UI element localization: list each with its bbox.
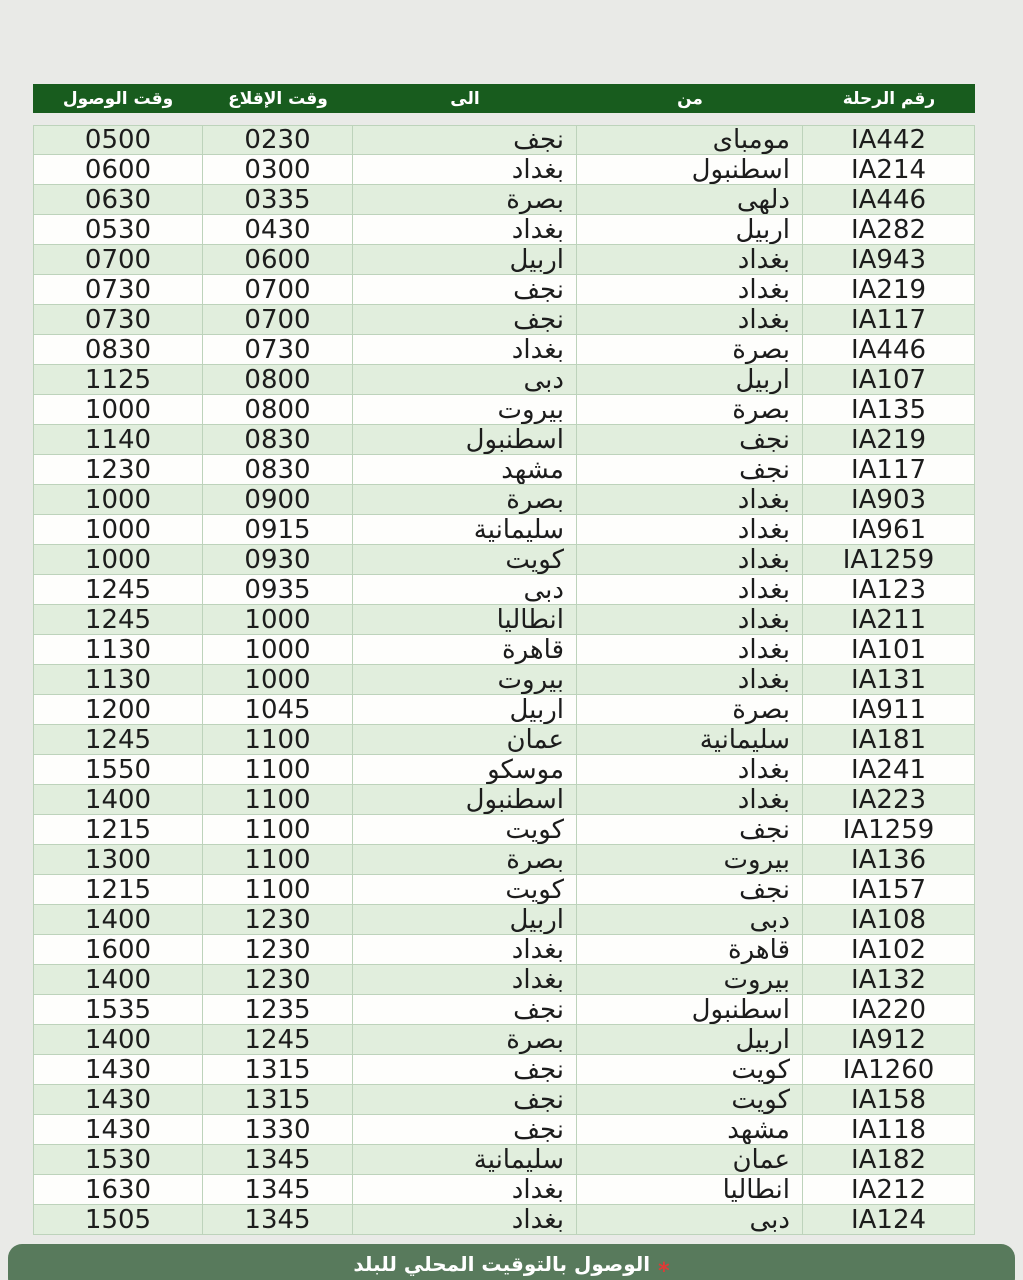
- flight-number-cell: IA241: [803, 755, 975, 784]
- to-city-cell: قاهرة: [353, 635, 577, 664]
- departure-time-cell: 1100: [203, 785, 353, 814]
- flight-number-cell: IA135: [803, 395, 975, 424]
- from-city-cell: اسطنبول: [577, 995, 803, 1024]
- arrival-time-cell: 1550: [33, 755, 203, 784]
- to-city-cell: كويت: [353, 815, 577, 844]
- departure-time-cell: 0230: [203, 126, 353, 154]
- arrival-time-cell: 1300: [33, 845, 203, 874]
- to-city-cell: مشهد: [353, 455, 577, 484]
- from-city-cell: بغداد: [577, 635, 803, 664]
- to-city-cell: بصرة: [353, 1025, 577, 1054]
- table-row: [33, 245, 975, 275]
- flight-number-cell: IA157: [803, 875, 975, 904]
- to-city-cell: بغداد: [353, 935, 577, 964]
- departure-time-cell: 1330: [203, 1115, 353, 1144]
- flight-number-cell: IA282: [803, 215, 975, 244]
- to-city-cell: نجف: [353, 126, 577, 154]
- table-row: [33, 845, 975, 875]
- flight-number-cell: IA961: [803, 515, 975, 544]
- arrival-time-cell: 1000: [33, 395, 203, 424]
- flight-number-cell: IA442: [803, 126, 975, 154]
- table-row: [33, 575, 975, 605]
- departure-time-cell: 1100: [203, 815, 353, 844]
- arrival-time-cell: 1600: [33, 935, 203, 964]
- departure-time-cell: 0300: [203, 155, 353, 184]
- from-city-cell: بغداد: [577, 575, 803, 604]
- header-from: من: [677, 89, 703, 109]
- departure-time-cell: 1315: [203, 1085, 353, 1114]
- from-city-cell: بصرة: [577, 335, 803, 364]
- from-city-cell: نجف: [577, 875, 803, 904]
- from-city-cell: بصرة: [577, 395, 803, 424]
- departure-time-cell: 1345: [203, 1175, 353, 1204]
- departure-time-cell: 0730: [203, 335, 353, 364]
- flight-number-cell: IA108: [803, 905, 975, 934]
- arrival-time-cell: 1430: [33, 1115, 203, 1144]
- to-city-cell: اسطنبول: [353, 425, 577, 454]
- from-city-cell: بيروت: [577, 845, 803, 874]
- header-arrival-time: وقت الوصول: [62, 89, 174, 109]
- flight-number-cell: IA158: [803, 1085, 975, 1114]
- departure-time-cell: 0900: [203, 485, 353, 514]
- table-row: [33, 155, 975, 185]
- header-flight-number: رقم الرحلة: [842, 89, 936, 109]
- table-row: [33, 815, 975, 845]
- flight-number-cell: IA136: [803, 845, 975, 874]
- arrival-time-cell: 0630: [33, 185, 203, 214]
- arrival-time-cell: 0530: [33, 215, 203, 244]
- departure-time-cell: 0335: [203, 185, 353, 214]
- from-city-cell: اسطنبول: [577, 155, 803, 184]
- table-row: [33, 215, 975, 245]
- table-row: [33, 935, 975, 965]
- from-city-cell: سليمانية: [577, 725, 803, 754]
- arrival-time-cell: 1130: [33, 665, 203, 694]
- table-row: [33, 695, 975, 725]
- to-city-cell: اسطنبول: [353, 785, 577, 814]
- departure-time-cell: 1345: [203, 1205, 353, 1234]
- departure-time-cell: 0600: [203, 245, 353, 274]
- from-city-cell: بيروت: [577, 965, 803, 994]
- departure-time-cell: 1100: [203, 875, 353, 904]
- flight-number-cell: IA182: [803, 1145, 975, 1174]
- to-city-cell: نجف: [353, 1085, 577, 1114]
- table-row: [33, 425, 975, 455]
- table-row: [33, 1085, 975, 1115]
- arrival-time-cell: 1535: [33, 995, 203, 1024]
- from-city-cell: مشهد: [577, 1115, 803, 1144]
- departure-time-cell: 1100: [203, 725, 353, 754]
- departure-time-cell: 1235: [203, 995, 353, 1024]
- to-city-cell: سليمانية: [353, 515, 577, 544]
- to-city-cell: عمان: [353, 725, 577, 754]
- table-row: [33, 755, 975, 785]
- table-header-row: [33, 84, 975, 113]
- departure-time-cell: 1000: [203, 665, 353, 694]
- from-city-cell: بغداد: [577, 545, 803, 574]
- flight-number-cell: IA131: [803, 665, 975, 694]
- flight-number-cell: IA101: [803, 635, 975, 664]
- departure-time-cell: 1230: [203, 965, 353, 994]
- table-row: [33, 995, 975, 1025]
- departure-time-cell: 0800: [203, 365, 353, 394]
- table-row: [33, 1205, 975, 1235]
- arrival-time-cell: 1430: [33, 1085, 203, 1114]
- flight-number-cell: IA212: [803, 1175, 975, 1204]
- to-city-cell: كويت: [353, 545, 577, 574]
- to-city-cell: اربيل: [353, 695, 577, 724]
- departure-time-cell: 1000: [203, 605, 353, 634]
- table-row: [33, 125, 975, 155]
- arrival-time-cell: 1000: [33, 515, 203, 544]
- from-city-cell: بغداد: [577, 665, 803, 694]
- arrival-time-cell: 1000: [33, 485, 203, 514]
- flight-number-cell: IA943: [803, 245, 975, 274]
- table-row: [33, 395, 975, 425]
- flight-table: [33, 84, 975, 1235]
- table-row: [33, 605, 975, 635]
- flight-number-cell: IA223: [803, 785, 975, 814]
- table-row: [33, 1055, 975, 1085]
- flight-number-cell: IA1259: [803, 545, 975, 574]
- from-city-cell: بصرة: [577, 695, 803, 724]
- from-city-cell: بغداد: [577, 755, 803, 784]
- to-city-cell: بصرة: [353, 485, 577, 514]
- flight-number-cell: IA107: [803, 365, 975, 394]
- to-city-cell: بغداد: [353, 215, 577, 244]
- arrival-time-cell: 1215: [33, 815, 203, 844]
- to-city-cell: نجف: [353, 1055, 577, 1084]
- from-city-cell: بغداد: [577, 515, 803, 544]
- table-row: [33, 725, 975, 755]
- footer-note-bar: [8, 1244, 1015, 1280]
- header-to: الى: [450, 89, 480, 109]
- departure-time-cell: 0830: [203, 455, 353, 484]
- to-city-cell: نجف: [353, 1115, 577, 1144]
- to-city-cell: اربيل: [353, 905, 577, 934]
- to-city-cell: دبى: [353, 365, 577, 394]
- footnote-asterisk: *: [658, 1258, 670, 1280]
- to-city-cell: بيروت: [353, 665, 577, 694]
- flight-number-cell: IA219: [803, 275, 975, 304]
- departure-time-cell: 0800: [203, 395, 353, 424]
- flight-number-cell: IA117: [803, 305, 975, 334]
- table-row: [33, 305, 975, 335]
- departure-time-cell: 1100: [203, 845, 353, 874]
- table-row: [33, 275, 975, 305]
- arrival-time-cell: 0730: [33, 275, 203, 304]
- table-body: [33, 125, 975, 1235]
- table-row: [33, 455, 975, 485]
- from-city-cell: انطاليا: [577, 1175, 803, 1204]
- to-city-cell: بغداد: [353, 1175, 577, 1204]
- to-city-cell: كويت: [353, 875, 577, 904]
- arrival-time-cell: 0830: [33, 335, 203, 364]
- flight-number-cell: IA911: [803, 695, 975, 724]
- table-row: [33, 185, 975, 215]
- departure-time-cell: 1230: [203, 935, 353, 964]
- arrival-time-cell: 1125: [33, 365, 203, 394]
- arrival-time-cell: 0600: [33, 155, 203, 184]
- arrival-time-cell: 1400: [33, 905, 203, 934]
- departure-time-cell: 0430: [203, 215, 353, 244]
- departure-time-cell: 0700: [203, 305, 353, 334]
- from-city-cell: نجف: [577, 425, 803, 454]
- flight-number-cell: IA1259: [803, 815, 975, 844]
- flight-number-cell: IA220: [803, 995, 975, 1024]
- table-row: [33, 335, 975, 365]
- to-city-cell: دبى: [353, 575, 577, 604]
- departure-time-cell: 0830: [203, 425, 353, 454]
- to-city-cell: سليمانية: [353, 1145, 577, 1174]
- to-city-cell: بصرة: [353, 845, 577, 874]
- departure-time-cell: 0700: [203, 275, 353, 304]
- arrival-time-cell: 1245: [33, 725, 203, 754]
- arrival-time-cell: 1400: [33, 965, 203, 994]
- arrival-time-cell: 1000: [33, 545, 203, 574]
- departure-time-cell: 0930: [203, 545, 353, 574]
- arrival-time-cell: 1200: [33, 695, 203, 724]
- header-departure-time: وقت الإقلاع: [228, 89, 328, 109]
- from-city-cell: مومباى: [577, 126, 803, 154]
- table-row: [33, 1145, 975, 1175]
- flight-number-cell: IA181: [803, 725, 975, 754]
- flight-number-cell: IA912: [803, 1025, 975, 1054]
- to-city-cell: بغداد: [353, 1205, 577, 1234]
- flight-number-cell: IA214: [803, 155, 975, 184]
- arrival-time-cell: 1630: [33, 1175, 203, 1204]
- to-city-cell: بغداد: [353, 965, 577, 994]
- from-city-cell: كويت: [577, 1055, 803, 1084]
- departure-time-cell: 1230: [203, 905, 353, 934]
- table-row: [33, 965, 975, 995]
- flight-number-cell: IA219: [803, 425, 975, 454]
- from-city-cell: بغداد: [577, 605, 803, 634]
- from-city-cell: اربيل: [577, 1025, 803, 1054]
- flight-number-cell: IA102: [803, 935, 975, 964]
- table-row: [33, 785, 975, 815]
- flight-number-cell: IA124: [803, 1205, 975, 1234]
- arrival-time-cell: 1215: [33, 875, 203, 904]
- flight-number-cell: IA1260: [803, 1055, 975, 1084]
- from-city-cell: عمان: [577, 1145, 803, 1174]
- table-row: [33, 365, 975, 395]
- to-city-cell: انطاليا: [353, 605, 577, 634]
- flight-number-cell: IA211: [803, 605, 975, 634]
- to-city-cell: نجف: [353, 275, 577, 304]
- from-city-cell: دبى: [577, 905, 803, 934]
- from-city-cell: اربيل: [577, 365, 803, 394]
- arrival-time-cell: 0500: [33, 126, 203, 154]
- from-city-cell: كويت: [577, 1085, 803, 1114]
- arrival-time-cell: 1130: [33, 635, 203, 664]
- flight-number-cell: IA903: [803, 485, 975, 514]
- from-city-cell: بغداد: [577, 485, 803, 514]
- table-row: [33, 635, 975, 665]
- to-city-cell: نجف: [353, 995, 577, 1024]
- from-city-cell: دبى: [577, 1205, 803, 1234]
- table-row: [33, 875, 975, 905]
- arrival-time-cell: 1140: [33, 425, 203, 454]
- flight-number-cell: IA446: [803, 185, 975, 214]
- table-row: [33, 485, 975, 515]
- arrival-time-cell: 1400: [33, 1025, 203, 1054]
- flight-number-cell: IA446: [803, 335, 975, 364]
- to-city-cell: اربيل: [353, 245, 577, 274]
- to-city-cell: بيروت: [353, 395, 577, 424]
- flight-number-cell: IA132: [803, 965, 975, 994]
- to-city-cell: نجف: [353, 305, 577, 334]
- departure-time-cell: 1000: [203, 635, 353, 664]
- arrival-time-cell: 1230: [33, 455, 203, 484]
- table-row: [33, 665, 975, 695]
- from-city-cell: بغداد: [577, 245, 803, 274]
- flight-number-cell: IA118: [803, 1115, 975, 1144]
- departure-time-cell: 1315: [203, 1055, 353, 1084]
- departure-time-cell: 1245: [203, 1025, 353, 1054]
- from-city-cell: نجف: [577, 815, 803, 844]
- arrival-time-cell: 1245: [33, 605, 203, 634]
- table-row: [33, 1115, 975, 1145]
- to-city-cell: موسكو: [353, 755, 577, 784]
- flight-number-cell: IA123: [803, 575, 975, 604]
- from-city-cell: دلهى: [577, 185, 803, 214]
- from-city-cell: بغداد: [577, 305, 803, 334]
- table-row: [33, 1175, 975, 1205]
- table-row: [33, 515, 975, 545]
- flight-number-cell: IA117: [803, 455, 975, 484]
- table-row: [33, 545, 975, 575]
- departure-time-cell: 1045: [203, 695, 353, 724]
- to-city-cell: بغداد: [353, 335, 577, 364]
- arrival-time-cell: 0730: [33, 305, 203, 334]
- from-city-cell: اربيل: [577, 215, 803, 244]
- table-row: [33, 905, 975, 935]
- from-city-cell: بغداد: [577, 785, 803, 814]
- departure-time-cell: 1345: [203, 1145, 353, 1174]
- departure-time-cell: 0915: [203, 515, 353, 544]
- arrival-time-cell: 0700: [33, 245, 203, 274]
- departure-time-cell: 0935: [203, 575, 353, 604]
- table-row: [33, 1025, 975, 1055]
- from-city-cell: بغداد: [577, 275, 803, 304]
- footnote-text: الوصول بالتوقيت المحلي للبلد: [353, 1252, 651, 1276]
- departure-time-cell: 1100: [203, 755, 353, 784]
- to-city-cell: بغداد: [353, 155, 577, 184]
- to-city-cell: بصرة: [353, 185, 577, 214]
- arrival-time-cell: 1530: [33, 1145, 203, 1174]
- arrival-time-cell: 1430: [33, 1055, 203, 1084]
- arrival-time-cell: 1245: [33, 575, 203, 604]
- from-city-cell: قاهرة: [577, 935, 803, 964]
- from-city-cell: نجف: [577, 455, 803, 484]
- arrival-time-cell: 1505: [33, 1205, 203, 1234]
- arrival-time-cell: 1400: [33, 785, 203, 814]
